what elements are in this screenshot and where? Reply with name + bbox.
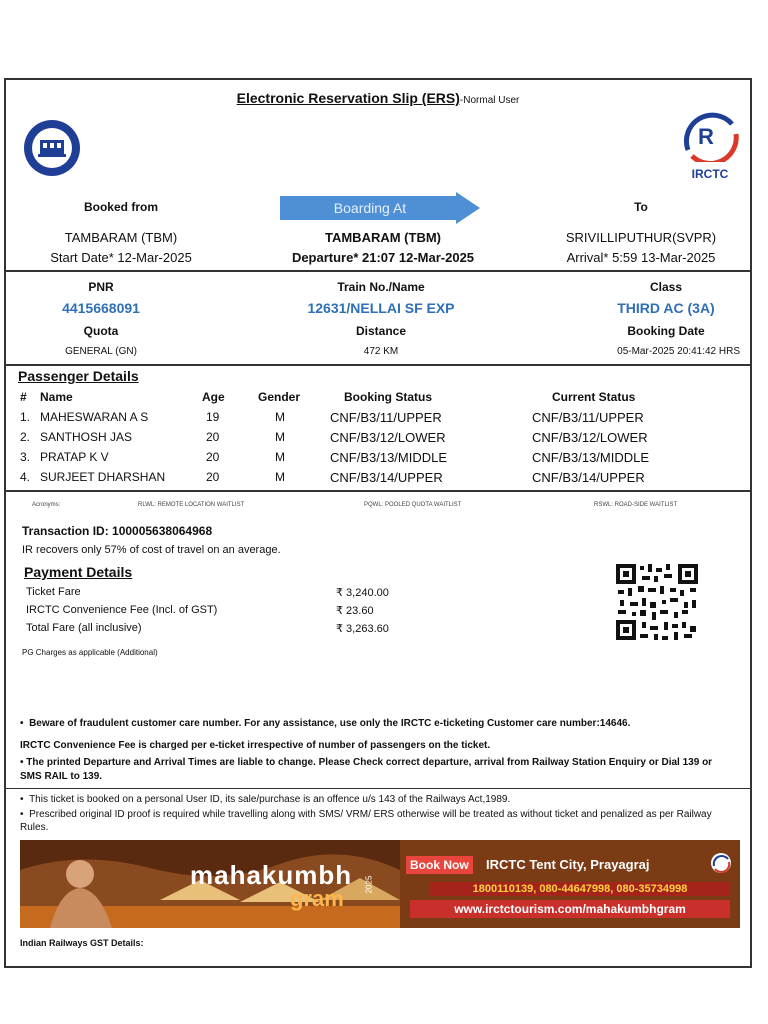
banner-tent-city: IRCTC Tent City, Prayagraj xyxy=(486,857,650,872)
bullet-icon: • xyxy=(20,794,30,805)
payment-label: Ticket Fare xyxy=(26,586,81,598)
book-now-button[interactable]: Book Now xyxy=(406,856,473,874)
passenger-num: 1. xyxy=(20,410,31,424)
distance-value: 472 KM xyxy=(363,346,399,357)
start-date: Start Date* 12-Mar-2025 xyxy=(50,250,192,265)
arrival-time: Arrival* 5:59 13-Mar-2025 xyxy=(566,250,716,265)
passenger-row xyxy=(20,470,720,490)
booking-date-value: 05-Mar-2025 20:41:42 HRS xyxy=(617,346,740,357)
ers-ticket xyxy=(4,78,752,968)
passenger-booking-status: CNF/B3/11/UPPER xyxy=(330,410,442,425)
payment-section-title: Payment Details xyxy=(24,564,133,580)
pnr-label: PNR xyxy=(88,280,114,294)
irctc-logo-text: IRCTC xyxy=(691,167,729,181)
passenger-booking-status: CNF/B3/14/UPPER xyxy=(330,470,443,485)
banner-irctc-icon xyxy=(710,852,732,874)
indian-railways-logo xyxy=(22,118,82,178)
class-label: Class xyxy=(649,280,683,294)
passenger-name: SURJEET DHARSHAN xyxy=(40,470,166,484)
divider xyxy=(6,364,750,366)
passenger-name: PRATAP K V xyxy=(40,450,109,464)
passenger-age: 20 xyxy=(206,430,220,444)
fraud-warning-text: Beware of fraudulent customer care number. For any assistance, use only the IRCTC e-ticketing Customer care number:14646. xyxy=(29,718,631,729)
payment-amount: ₹ 23.60 xyxy=(336,605,374,617)
booked-from-station: TAMBARAM (TBM) xyxy=(64,230,178,245)
passenger-num: 3. xyxy=(20,450,31,464)
to-label: To xyxy=(634,200,648,214)
mahakumbh-banner[interactable] xyxy=(20,840,740,928)
fraud-warning xyxy=(20,718,740,729)
transaction-id: Transaction ID: 100005638064968 xyxy=(22,524,213,538)
passenger-age: 20 xyxy=(206,450,220,464)
personal-id-note xyxy=(20,794,734,805)
pg-charges-note: PG Charges as applicable (Additional) xyxy=(22,648,158,657)
id-proof-note xyxy=(20,808,734,834)
divider xyxy=(6,788,750,789)
payment-amount: ₹ 3,240.00 xyxy=(336,587,389,599)
passenger-gender: M xyxy=(275,430,285,444)
payment-row xyxy=(26,622,426,638)
passenger-gender: M xyxy=(275,470,285,484)
cost-recovery-note: IR recovers only 57% of cost of travel on an average. xyxy=(22,544,281,556)
boarding-station: TAMBARAM (TBM) xyxy=(324,230,441,245)
passenger-row xyxy=(20,410,720,430)
passenger-current-status: CNF/B3/12/LOWER xyxy=(532,430,648,445)
boarding-label: Boarding At xyxy=(333,200,407,216)
col-current-status: Current Status xyxy=(552,390,636,404)
passenger-num: 2. xyxy=(20,430,31,444)
acronym-pqwl: PQWL: POOLED QUOTA WAITLIST xyxy=(364,502,462,508)
col-num: # xyxy=(20,390,27,404)
title-text: Electronic Reservation Slip (ERS) xyxy=(236,90,460,106)
passenger-booking-status: CNF/B3/12/LOWER xyxy=(330,430,446,445)
payment-amount: ₹ 3,263.60 xyxy=(336,623,389,635)
pnr-value: 4415668091 xyxy=(62,300,140,316)
col-gender: Gender xyxy=(258,390,301,404)
times-change-note xyxy=(20,756,732,784)
payment-label: Total Fare (all inclusive) xyxy=(26,622,142,634)
passenger-name: MAHESWARAN A S xyxy=(40,410,149,424)
quota-label: Quota xyxy=(83,324,119,338)
col-booking-status: Booking Status xyxy=(344,390,433,404)
bullet-icon: • xyxy=(20,809,30,820)
banner-year: 2025 xyxy=(364,875,374,894)
payment-row xyxy=(26,586,426,602)
banner-url[interactable]: www.irctctourism.com/mahakumbhgram xyxy=(410,900,730,918)
ticket-title xyxy=(6,90,750,106)
passenger-current-status: CNF/B3/11/UPPER xyxy=(532,410,644,425)
booked-from-label: Booked from xyxy=(83,200,158,214)
passenger-name: SANTHOSH JAS xyxy=(40,430,133,444)
irctc-logo xyxy=(678,110,742,180)
train-label: Train No./Name xyxy=(337,280,425,294)
divider xyxy=(6,490,750,492)
train-value: 12631/NELLAI SF EXP xyxy=(307,300,455,316)
payment-row xyxy=(26,604,426,620)
passenger-age: 20 xyxy=(206,470,220,484)
divider xyxy=(6,270,750,272)
passenger-gender: M xyxy=(275,410,285,424)
acronyms-label: Acronyms: xyxy=(32,502,61,508)
passenger-age: 19 xyxy=(206,410,220,424)
passenger-current-status: CNF/B3/13/MIDDLE xyxy=(532,450,650,465)
acronym-rswl: RSWL: ROAD-SIDE WAITLIST xyxy=(594,502,678,508)
class-value: THIRD AC (3A) xyxy=(617,300,715,316)
quota-value: GENERAL (GN) xyxy=(65,346,137,357)
passenger-row xyxy=(20,430,720,450)
bullet-icon: • xyxy=(20,757,27,768)
booking-date-label: Booking Date xyxy=(627,324,705,338)
qr-code xyxy=(614,562,700,642)
banner-brand-top: mahakumbh xyxy=(190,860,353,890)
distance-label: Distance xyxy=(355,324,407,338)
payment-label: IRCTC Convenience Fee (Incl. of GST) xyxy=(26,604,218,616)
id-proof-text: Prescribed original ID proof is required while travelling along with SMS/ VRM/ ERS otherwise will be treated as without ticket and penalized as per Railway Rules. xyxy=(20,809,712,833)
passenger-num: 4. xyxy=(20,470,31,484)
convenience-fee-note: IRCTC Convenience Fee is charged per e-ticket irrespective of number of passengers on the ticket. xyxy=(20,740,491,751)
to-station: SRIVILLIPUTHUR(SVPR) xyxy=(565,230,717,245)
svg-text:R: R xyxy=(698,124,714,149)
bullet-icon: • xyxy=(20,718,30,729)
passenger-booking-status: CNF/B3/13/MIDDLE xyxy=(330,450,448,465)
banner-phones: 1800110139, 080-44647998, 080-35734998 xyxy=(430,882,730,896)
personal-id-text: This ticket is booked on a personal User ID, its sale/purchase is an offence u/s 143 of the Railways Act,1989. xyxy=(29,794,511,805)
passenger-gender: M xyxy=(275,450,285,464)
passenger-section-title: Passenger Details xyxy=(18,368,139,384)
title-suffix: -Normal User xyxy=(459,95,520,106)
acronym-rlwl: RLWL: REMOTE LOCATION WAITLIST xyxy=(138,502,245,508)
passenger-header-row xyxy=(20,390,720,410)
passenger-current-status: CNF/B3/14/UPPER xyxy=(532,470,645,485)
gst-details-label: Indian Railways GST Details: xyxy=(20,938,144,948)
col-age: Age xyxy=(202,390,225,404)
col-name: Name xyxy=(40,390,73,404)
banner-brand-bottom: gram xyxy=(290,886,344,911)
times-change-text: The printed Departure and Arrival Times are liable to change. Please Check correct departure, arrival from Railway Station Enquiry or Dial 139 or SMS RAIL to 139. xyxy=(20,757,713,782)
passenger-row xyxy=(20,450,720,470)
departure-time: Departure* 21:07 12-Mar-2025 xyxy=(291,250,475,265)
